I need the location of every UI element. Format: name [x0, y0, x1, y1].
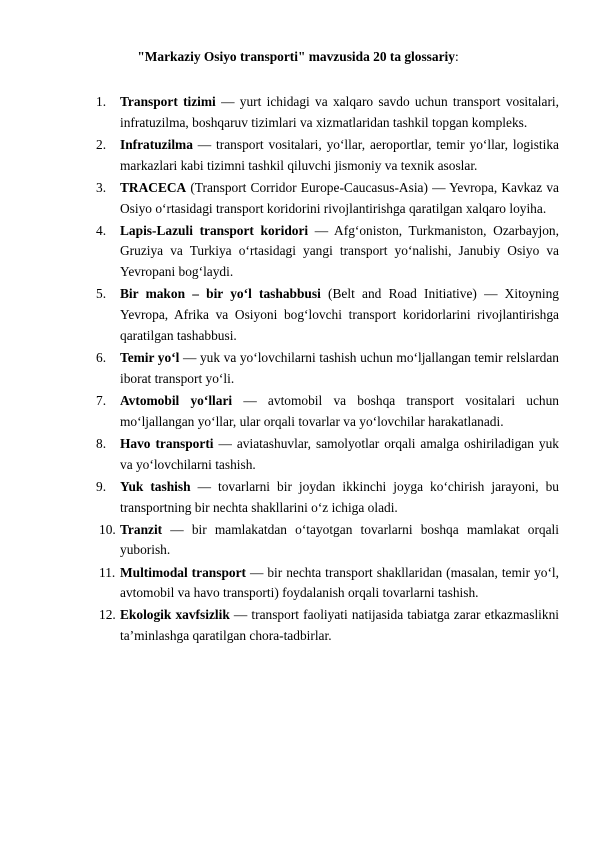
glossary-entry — [0, 477, 596, 519]
entry-number: 3. — [96, 179, 107, 195]
entry-term: TRACECA — [120, 179, 187, 195]
entry-term: Yuk tashish — [120, 478, 191, 494]
glossary-entry — [0, 284, 596, 346]
glossary-entry — [0, 605, 596, 647]
entry-number: 8. — [96, 435, 107, 451]
entry-number: 4. — [96, 222, 107, 238]
glossary-entry — [0, 434, 596, 476]
entry-definition: (Belt and Road Initiative) — Xitoyning Yevropa, Afrika va Osiyoni bog‘lovchi transport koridorlarini rivojlantirishga qaratilgan tashabbusi. — [120, 286, 559, 343]
entry-term: Bir makon – bir yo‘l tashabbusi — [120, 286, 321, 302]
glossary-entry — [0, 92, 596, 134]
entry-definition: — avtomobil va boshqa transport vositalari uchun mo‘ljallangan yo‘llar, ular orqali tovarlar va yo‘lovchilar harakatlanadi. — [120, 392, 559, 429]
entry-definition: — bir nechta transport shakllaridan (masalan, temir yo‘l, avtomobil va havo transporti) foydalanish orqali tovarlarni tashish. — [120, 564, 559, 601]
entry-definition: — transport faoliyati natijasida tabiatga zarar etkazmaslikni ta’minlashga qaratilgan chora-tadbirlar. — [120, 607, 559, 644]
entry-number: 5. — [96, 286, 107, 302]
entry-number: 11. — [99, 564, 116, 580]
glossary-list — [0, 92, 596, 648]
glossary-entry — [0, 563, 596, 605]
entry-definition: — transport vositalari, yo‘llar, aeroportlar, temir yo‘llar, logistika markazlari kabi tizimni tashkil qiluvchi jismoniy va texnik asoslar. — [120, 136, 559, 173]
entry-term: Transport tizimi — [120, 94, 216, 109]
glossary-entry — [0, 178, 596, 220]
entry-number: 6. — [96, 350, 107, 366]
glossary-entry — [0, 348, 596, 390]
entry-term: Infratuzilma — [120, 136, 193, 152]
entry-definition: — Afg‘oniston, Turkmaniston, Ozarbayjon, Gruziya va Turkiya o‘rtasidagi yangi transport yo‘nalishi, Janubiy Osiyo va Yevropani bog‘laydi. — [120, 222, 559, 280]
page-title — [0, 48, 596, 66]
entry-number: 1. — [96, 94, 107, 109]
entry-term: Lapis-Lazuli transport koridori — [120, 222, 309, 238]
glossary-entry — [0, 391, 596, 433]
entry-number: 12. — [99, 607, 116, 623]
entry-number: 9. — [96, 478, 107, 494]
entry-number: 7. — [96, 392, 107, 408]
title-text: "Markaziy Osiyo transporti" mavzusida 20 ta glossariy — [137, 49, 455, 64]
entry-definition: — yuk va yo‘lovchilarni tashish uchun mo‘ljallangan temir relslardan iborat transport yo‘li. — [120, 350, 559, 386]
entry-number: 2. — [96, 136, 107, 152]
entry-number: 10. — [99, 521, 116, 537]
entry-definition: — tovarlarni bir joydan ikkinchi joyga ko‘chirish jarayoni, bu transportning bir nechta shakllarini o‘z ichiga oladi. — [120, 478, 559, 515]
glossary-entry — [0, 520, 596, 562]
entry-definition: (Transport Corridor Europe-Caucasus-Asia) — Yevropa, Kavkaz va Osiyo o‘rtasidagi transport koridorini rivojlantirishga qaratilgan xalqaro loyiha. — [120, 179, 559, 216]
glossary-entry — [0, 221, 596, 283]
entry-definition: — yurt ichidagi va xalqaro savdo uchun transport vositalari, infratuzilma, boshqaruv tizimlari va xizmatlaridan tashkil topgan kompleks. — [120, 94, 559, 130]
entry-term: Temir yo‘l — [120, 350, 180, 366]
entry-term: Ekologik xavfsizlik — [120, 607, 230, 623]
entry-definition: — aviatashuvlar, samolyotlar orqali amalga oshiriladigan yuk va yo‘lovchilarni tashish. — [120, 435, 559, 472]
entry-term: Havo transporti — [120, 435, 214, 451]
entry-term: Multimodal transport — [120, 564, 246, 580]
entry-definition: — bir mamlakatdan o‘tayotgan tovarlarni boshqa mamlakat orqali yuborish. — [120, 521, 559, 558]
glossary-entry — [0, 135, 596, 177]
entry-term: Tranzit — [120, 521, 163, 537]
entry-term: Avtomobil yo‘llari — [120, 392, 233, 408]
title-colon: : — [454, 49, 459, 64]
